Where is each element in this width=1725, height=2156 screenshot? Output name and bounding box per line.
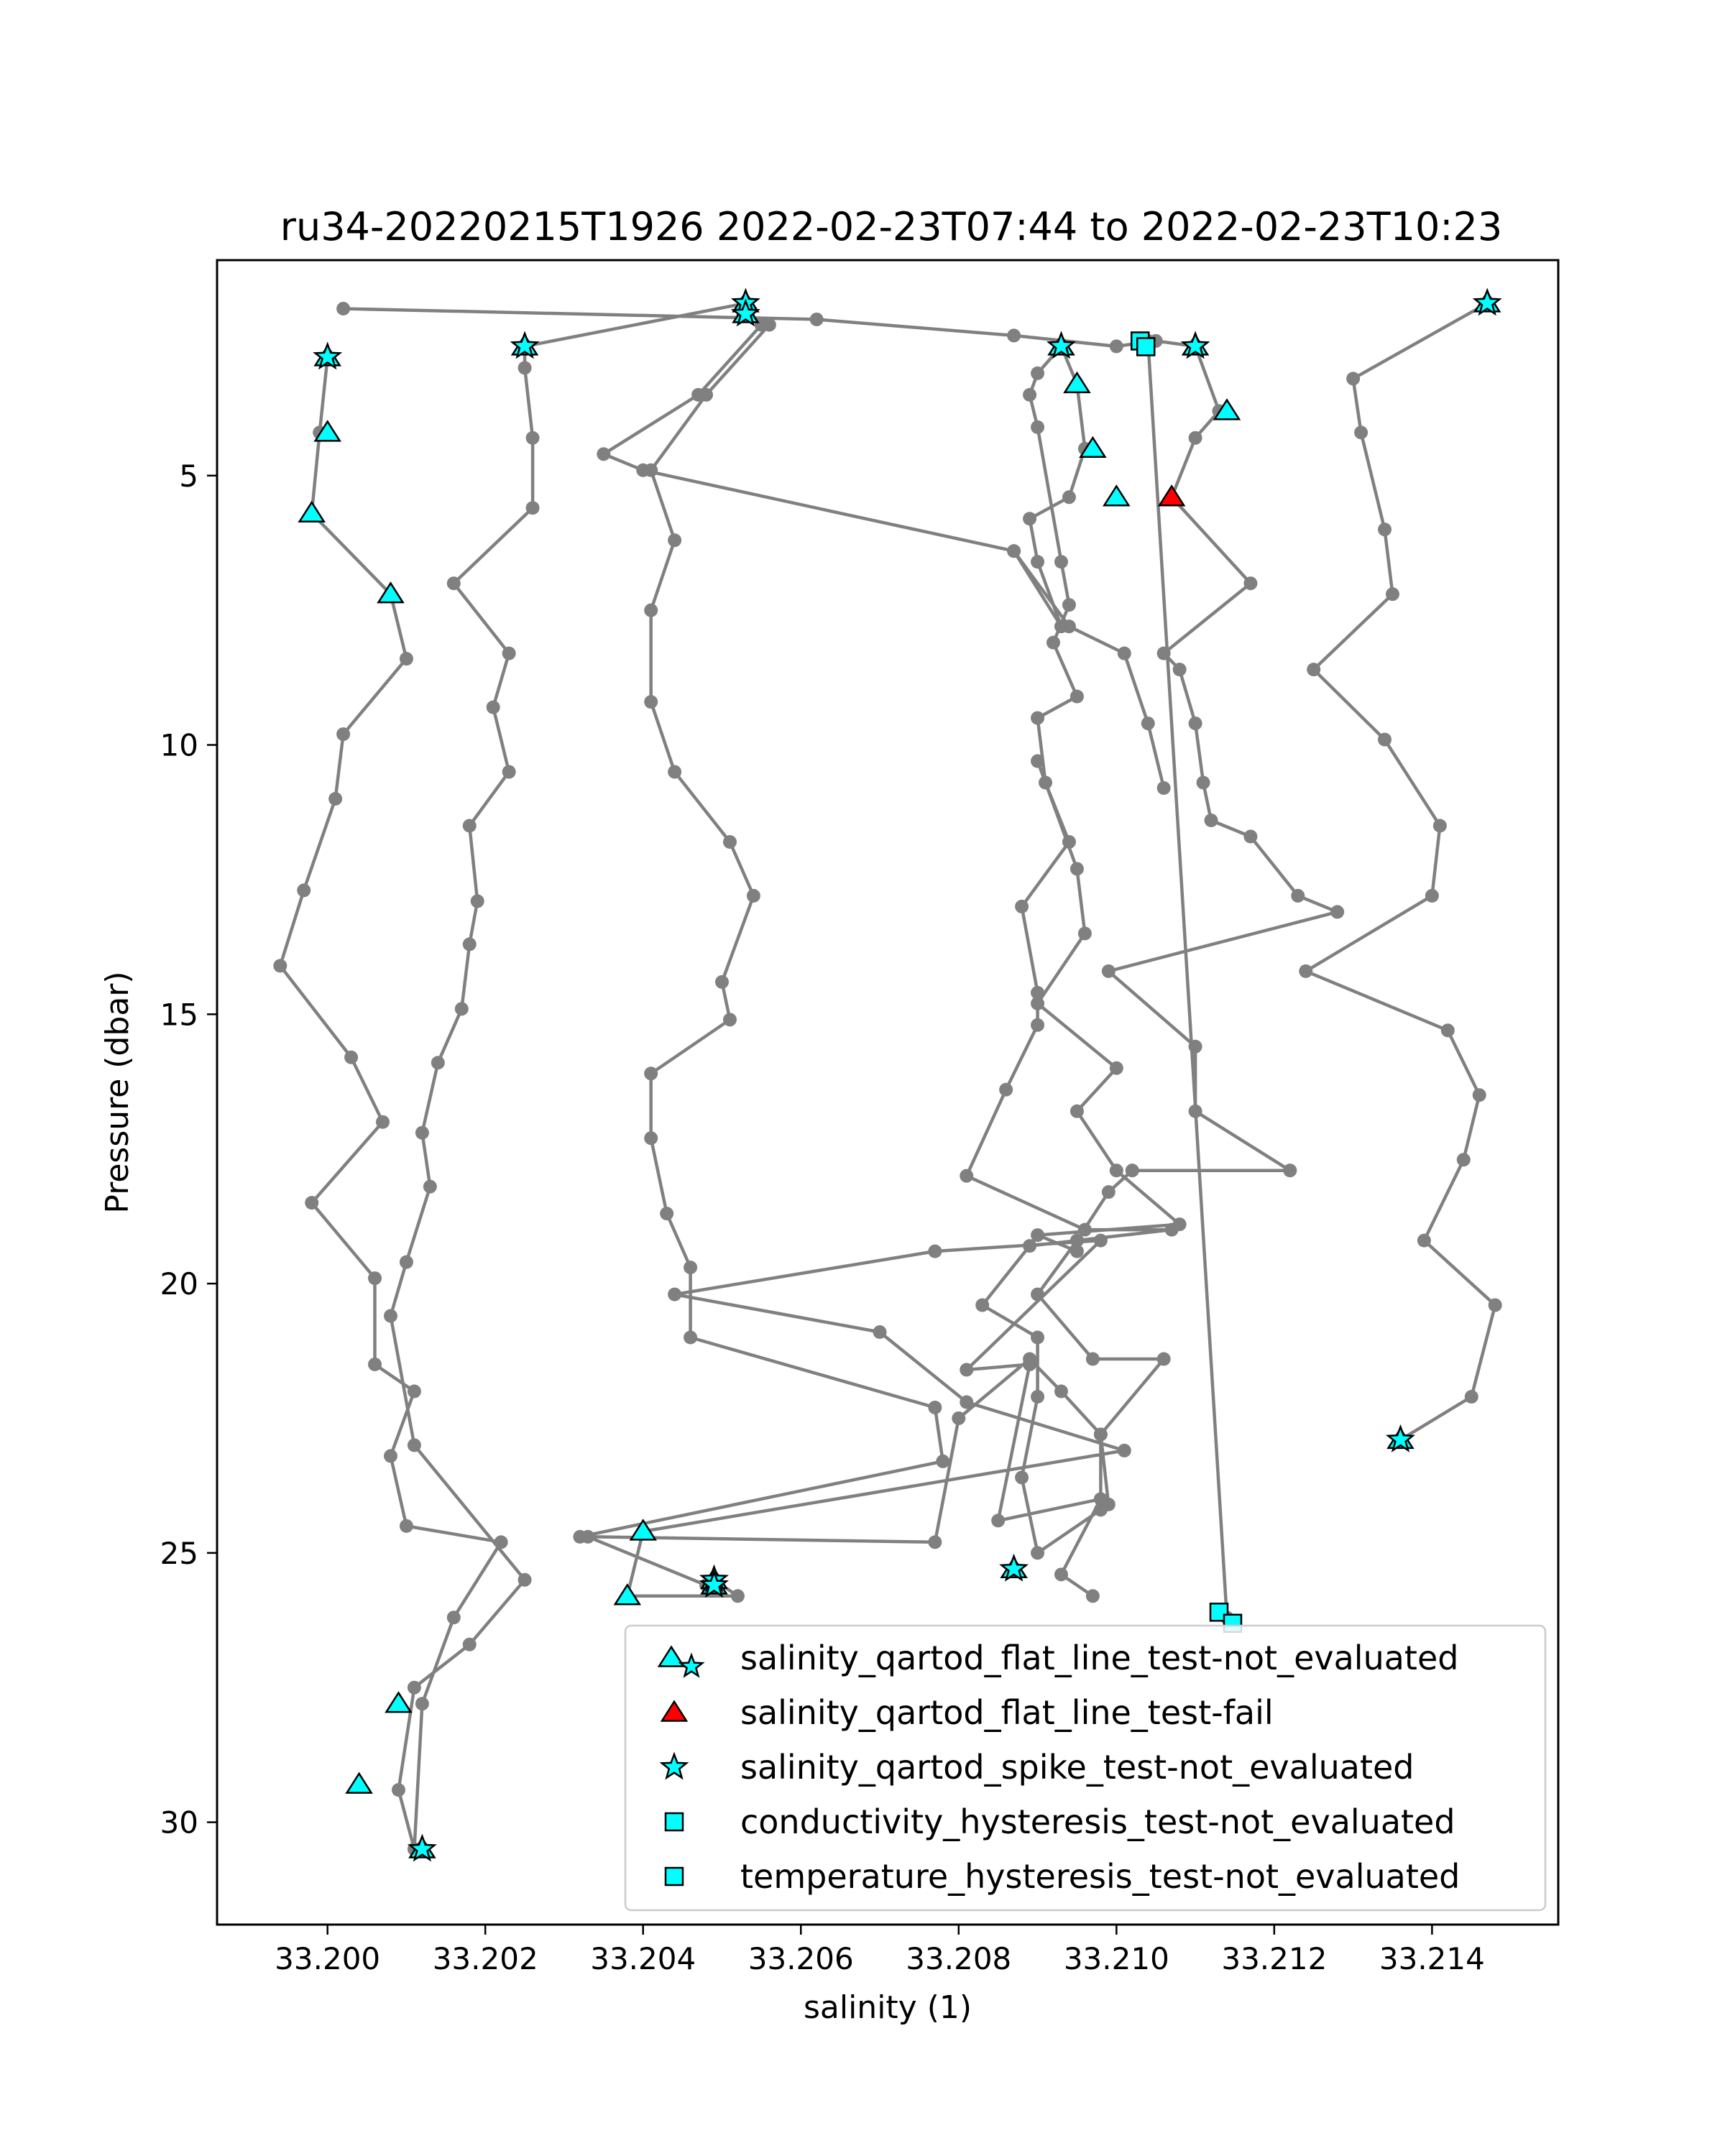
profile-point bbox=[1062, 835, 1076, 849]
profile-point bbox=[471, 894, 484, 908]
profile-point bbox=[668, 1288, 681, 1302]
y-tick-label: 30 bbox=[160, 1805, 198, 1841]
profile-point bbox=[494, 1535, 508, 1549]
profile-point bbox=[1054, 1567, 1068, 1581]
profile-point bbox=[1031, 755, 1044, 768]
profile-point bbox=[1023, 512, 1036, 525]
profile-point bbox=[455, 1002, 469, 1015]
profile-point bbox=[1102, 964, 1116, 978]
legend-label: salinity_qartod_spike_test-not_evaluated bbox=[740, 1748, 1414, 1787]
profile-point bbox=[415, 1126, 429, 1140]
profile-point bbox=[1031, 711, 1044, 725]
profile-point bbox=[644, 604, 658, 617]
profile-point bbox=[408, 1438, 421, 1452]
profile-point bbox=[463, 819, 477, 832]
y-tick-label: 25 bbox=[160, 1535, 198, 1571]
profile-point bbox=[1307, 663, 1320, 676]
legend-square-icon bbox=[666, 1868, 683, 1885]
profile-point bbox=[1031, 555, 1044, 568]
temperature-hysteresis-marker bbox=[1137, 338, 1154, 355]
profile-point bbox=[1465, 1390, 1478, 1404]
profile-point bbox=[384, 1309, 397, 1323]
legend-label: salinity_qartod_flat_line_test-not_evaluated bbox=[740, 1639, 1459, 1677]
profile-point bbox=[1031, 1288, 1044, 1302]
profile-point bbox=[368, 1271, 382, 1285]
legend-label: conductivity_hysteresis_test-not_evaluated bbox=[740, 1802, 1455, 1841]
profile-point bbox=[1110, 339, 1123, 353]
profile-point bbox=[999, 1083, 1013, 1097]
profile-point bbox=[644, 695, 658, 709]
profile-point bbox=[1243, 829, 1257, 843]
flat-line-not-evaluated-marker bbox=[347, 1774, 372, 1793]
profile-point bbox=[747, 889, 760, 903]
profile-point bbox=[328, 792, 342, 806]
flat-line-not-evaluated-marker bbox=[386, 1692, 410, 1712]
profile-point bbox=[1354, 425, 1368, 439]
profile-point bbox=[1126, 1164, 1139, 1177]
profile-point bbox=[1283, 1164, 1297, 1177]
profile-point bbox=[1489, 1299, 1502, 1312]
profile-point bbox=[392, 1783, 405, 1797]
profile-point bbox=[1433, 819, 1447, 832]
profile-point bbox=[1330, 905, 1344, 918]
profile-point bbox=[1007, 328, 1021, 342]
profile-point bbox=[526, 431, 540, 445]
profile-point bbox=[1062, 619, 1076, 633]
profile-point bbox=[960, 1395, 973, 1409]
profile-point bbox=[1441, 1023, 1455, 1037]
profile-point bbox=[1031, 1331, 1044, 1345]
profile-point bbox=[1378, 522, 1392, 536]
profile-point bbox=[1197, 776, 1210, 790]
profile-point bbox=[644, 1131, 658, 1145]
profile-point bbox=[518, 1573, 532, 1587]
profile-line bbox=[1306, 303, 1495, 1439]
profile-point bbox=[1031, 1228, 1044, 1242]
profile-point bbox=[1173, 663, 1187, 676]
profile-point bbox=[952, 1411, 965, 1425]
profile-point bbox=[597, 447, 610, 461]
profile-point bbox=[1378, 733, 1392, 747]
profile-point bbox=[1094, 1234, 1108, 1248]
profile-point bbox=[928, 1245, 942, 1258]
profile-point bbox=[384, 1449, 397, 1462]
profile-point bbox=[463, 1638, 477, 1651]
x-axis-label: salinity (1) bbox=[803, 1989, 972, 2026]
profile-point bbox=[1023, 388, 1036, 402]
profile-point bbox=[873, 1325, 887, 1339]
profile-point bbox=[502, 647, 516, 660]
y-tick-label: 10 bbox=[160, 727, 198, 763]
profile-point bbox=[1078, 926, 1092, 940]
x-tick-label: 33.208 bbox=[906, 1941, 1012, 1976]
profile-point bbox=[1157, 781, 1171, 795]
profile-point bbox=[1007, 544, 1021, 558]
profile-points bbox=[273, 296, 1501, 1856]
flat-line-fail-marker bbox=[1159, 486, 1184, 505]
profile-point bbox=[928, 1535, 942, 1549]
profile-point bbox=[502, 765, 516, 779]
profile-point bbox=[660, 1207, 673, 1220]
profile-point bbox=[1386, 587, 1399, 601]
profile-point bbox=[463, 937, 477, 951]
profile-point bbox=[1189, 1040, 1202, 1054]
x-tick-label: 33.200 bbox=[275, 1941, 381, 1976]
profile-point bbox=[1141, 717, 1155, 730]
profile-point bbox=[487, 701, 500, 714]
profile-point bbox=[400, 652, 413, 665]
profile-point bbox=[763, 318, 776, 331]
profile-point bbox=[975, 1299, 989, 1312]
profile-point bbox=[668, 533, 681, 547]
profile-line bbox=[1148, 341, 1227, 1617]
profile-point bbox=[1473, 1088, 1486, 1102]
profile-point bbox=[684, 1331, 697, 1345]
profile-point bbox=[1189, 431, 1202, 445]
profile-point bbox=[1086, 1353, 1100, 1366]
profile-point bbox=[1102, 1498, 1116, 1511]
profile-point bbox=[423, 1180, 437, 1194]
profile-point bbox=[731, 1589, 745, 1603]
profile-point bbox=[715, 975, 729, 989]
profile-point bbox=[344, 1051, 358, 1064]
profile-point bbox=[1046, 636, 1060, 650]
profile-point bbox=[400, 1256, 413, 1269]
profile-point bbox=[1031, 367, 1044, 380]
profile-point bbox=[1031, 1018, 1044, 1032]
profile-point bbox=[1157, 647, 1171, 660]
profile-point bbox=[1062, 490, 1076, 504]
legend-label: temperature_hysteresis_test-not_evaluated bbox=[740, 1857, 1460, 1896]
profile-point bbox=[1291, 889, 1305, 903]
profile-line bbox=[1038, 761, 1180, 1251]
profile-point bbox=[1346, 372, 1360, 385]
profile-point bbox=[644, 464, 658, 477]
profile-point bbox=[1425, 889, 1439, 903]
profile-point bbox=[1070, 690, 1084, 704]
profile-point bbox=[668, 765, 681, 779]
y-tick-label: 15 bbox=[160, 997, 198, 1033]
profile-point bbox=[1110, 1061, 1123, 1075]
y-tick-label: 5 bbox=[179, 458, 198, 494]
profile-point bbox=[336, 727, 350, 741]
profile-point bbox=[376, 1115, 390, 1129]
flat-line-not-evaluated-marker bbox=[300, 502, 324, 522]
y-axis-label: Pressure (dbar) bbox=[99, 971, 136, 1214]
profile-point bbox=[1118, 1444, 1131, 1457]
profile-lines bbox=[280, 303, 1495, 1849]
profile-point bbox=[1031, 1390, 1044, 1404]
profile-point bbox=[273, 959, 287, 972]
x-tick-label: 33.210 bbox=[1063, 1941, 1169, 1976]
profile-point bbox=[960, 1169, 973, 1183]
legend-square-icon bbox=[666, 1813, 683, 1830]
x-tick-label: 33.212 bbox=[1221, 1941, 1328, 1976]
legend bbox=[625, 1626, 1545, 1910]
profile-point bbox=[960, 1363, 973, 1377]
profile-point bbox=[1086, 1589, 1100, 1603]
profile-point bbox=[1205, 814, 1218, 827]
profile-point bbox=[1054, 1384, 1068, 1398]
profile-point bbox=[431, 1056, 445, 1069]
profile-point bbox=[1118, 647, 1131, 660]
profile-point bbox=[1070, 1105, 1084, 1118]
profile-line bbox=[580, 325, 943, 1537]
profile-point bbox=[305, 1196, 318, 1210]
profile-point bbox=[1094, 1427, 1108, 1441]
profile-point bbox=[1015, 900, 1029, 913]
profile-point bbox=[1031, 1546, 1044, 1560]
profile-point bbox=[1031, 997, 1044, 1010]
profile-point bbox=[400, 1519, 413, 1533]
x-axis bbox=[275, 1925, 1485, 1976]
profile-point bbox=[408, 1384, 421, 1398]
profile-point bbox=[1173, 1217, 1187, 1231]
profile-point bbox=[526, 501, 540, 515]
profile-line bbox=[280, 303, 1172, 1849]
chart-title: ru34-20220215T1926 2022-02-23T07:44 to 2022-02-23T10:23 bbox=[280, 204, 1503, 249]
x-tick-label: 33.204 bbox=[590, 1941, 696, 1976]
profile-point bbox=[297, 883, 310, 897]
profile-point bbox=[336, 302, 350, 315]
profile-point bbox=[1417, 1234, 1431, 1248]
profile-point bbox=[928, 1401, 942, 1414]
flat-line-not-evaluated-marker bbox=[1104, 486, 1128, 505]
profile-point bbox=[1070, 1245, 1084, 1258]
legend-label: salinity_qartod_flat_line_test-fail bbox=[740, 1693, 1274, 1732]
profile-point bbox=[1062, 598, 1076, 612]
profile-point bbox=[1039, 776, 1052, 790]
x-tick-label: 33.202 bbox=[432, 1941, 538, 1976]
profile-point bbox=[991, 1514, 1005, 1527]
profile-point bbox=[1023, 1358, 1036, 1371]
profile-point bbox=[368, 1358, 382, 1371]
profile-point bbox=[447, 576, 461, 590]
y-axis bbox=[160, 459, 217, 1841]
profile-point bbox=[1457, 1153, 1471, 1166]
profile-point bbox=[1189, 1105, 1202, 1118]
x-tick-label: 33.214 bbox=[1379, 1941, 1485, 1976]
profile-point bbox=[1157, 1353, 1171, 1366]
profile-point bbox=[1031, 420, 1044, 434]
profile-point bbox=[684, 1261, 697, 1274]
profile-point bbox=[936, 1455, 949, 1468]
profile-point bbox=[1243, 576, 1257, 590]
profile-point bbox=[447, 1611, 461, 1624]
profile-point bbox=[723, 1013, 737, 1026]
profile-point bbox=[408, 1681, 421, 1695]
profile-point bbox=[699, 388, 713, 402]
profile-point bbox=[1102, 1185, 1116, 1199]
profile-point bbox=[1299, 964, 1312, 978]
profile-point bbox=[518, 361, 532, 374]
profile-point bbox=[723, 835, 737, 849]
profile-point bbox=[1110, 1164, 1123, 1177]
profile-point bbox=[1054, 555, 1068, 568]
profile-point bbox=[644, 1067, 658, 1080]
profile-point bbox=[573, 1530, 586, 1544]
flat-line-not-evaluated-marker bbox=[1064, 373, 1089, 392]
y-tick-label: 20 bbox=[160, 1266, 198, 1302]
profile-point bbox=[810, 313, 824, 326]
profile-point bbox=[1189, 717, 1202, 730]
profile-point bbox=[1015, 1470, 1029, 1484]
x-tick-label: 33.206 bbox=[748, 1941, 854, 1976]
profile-point bbox=[415, 1697, 429, 1710]
profile-point bbox=[1070, 862, 1084, 875]
